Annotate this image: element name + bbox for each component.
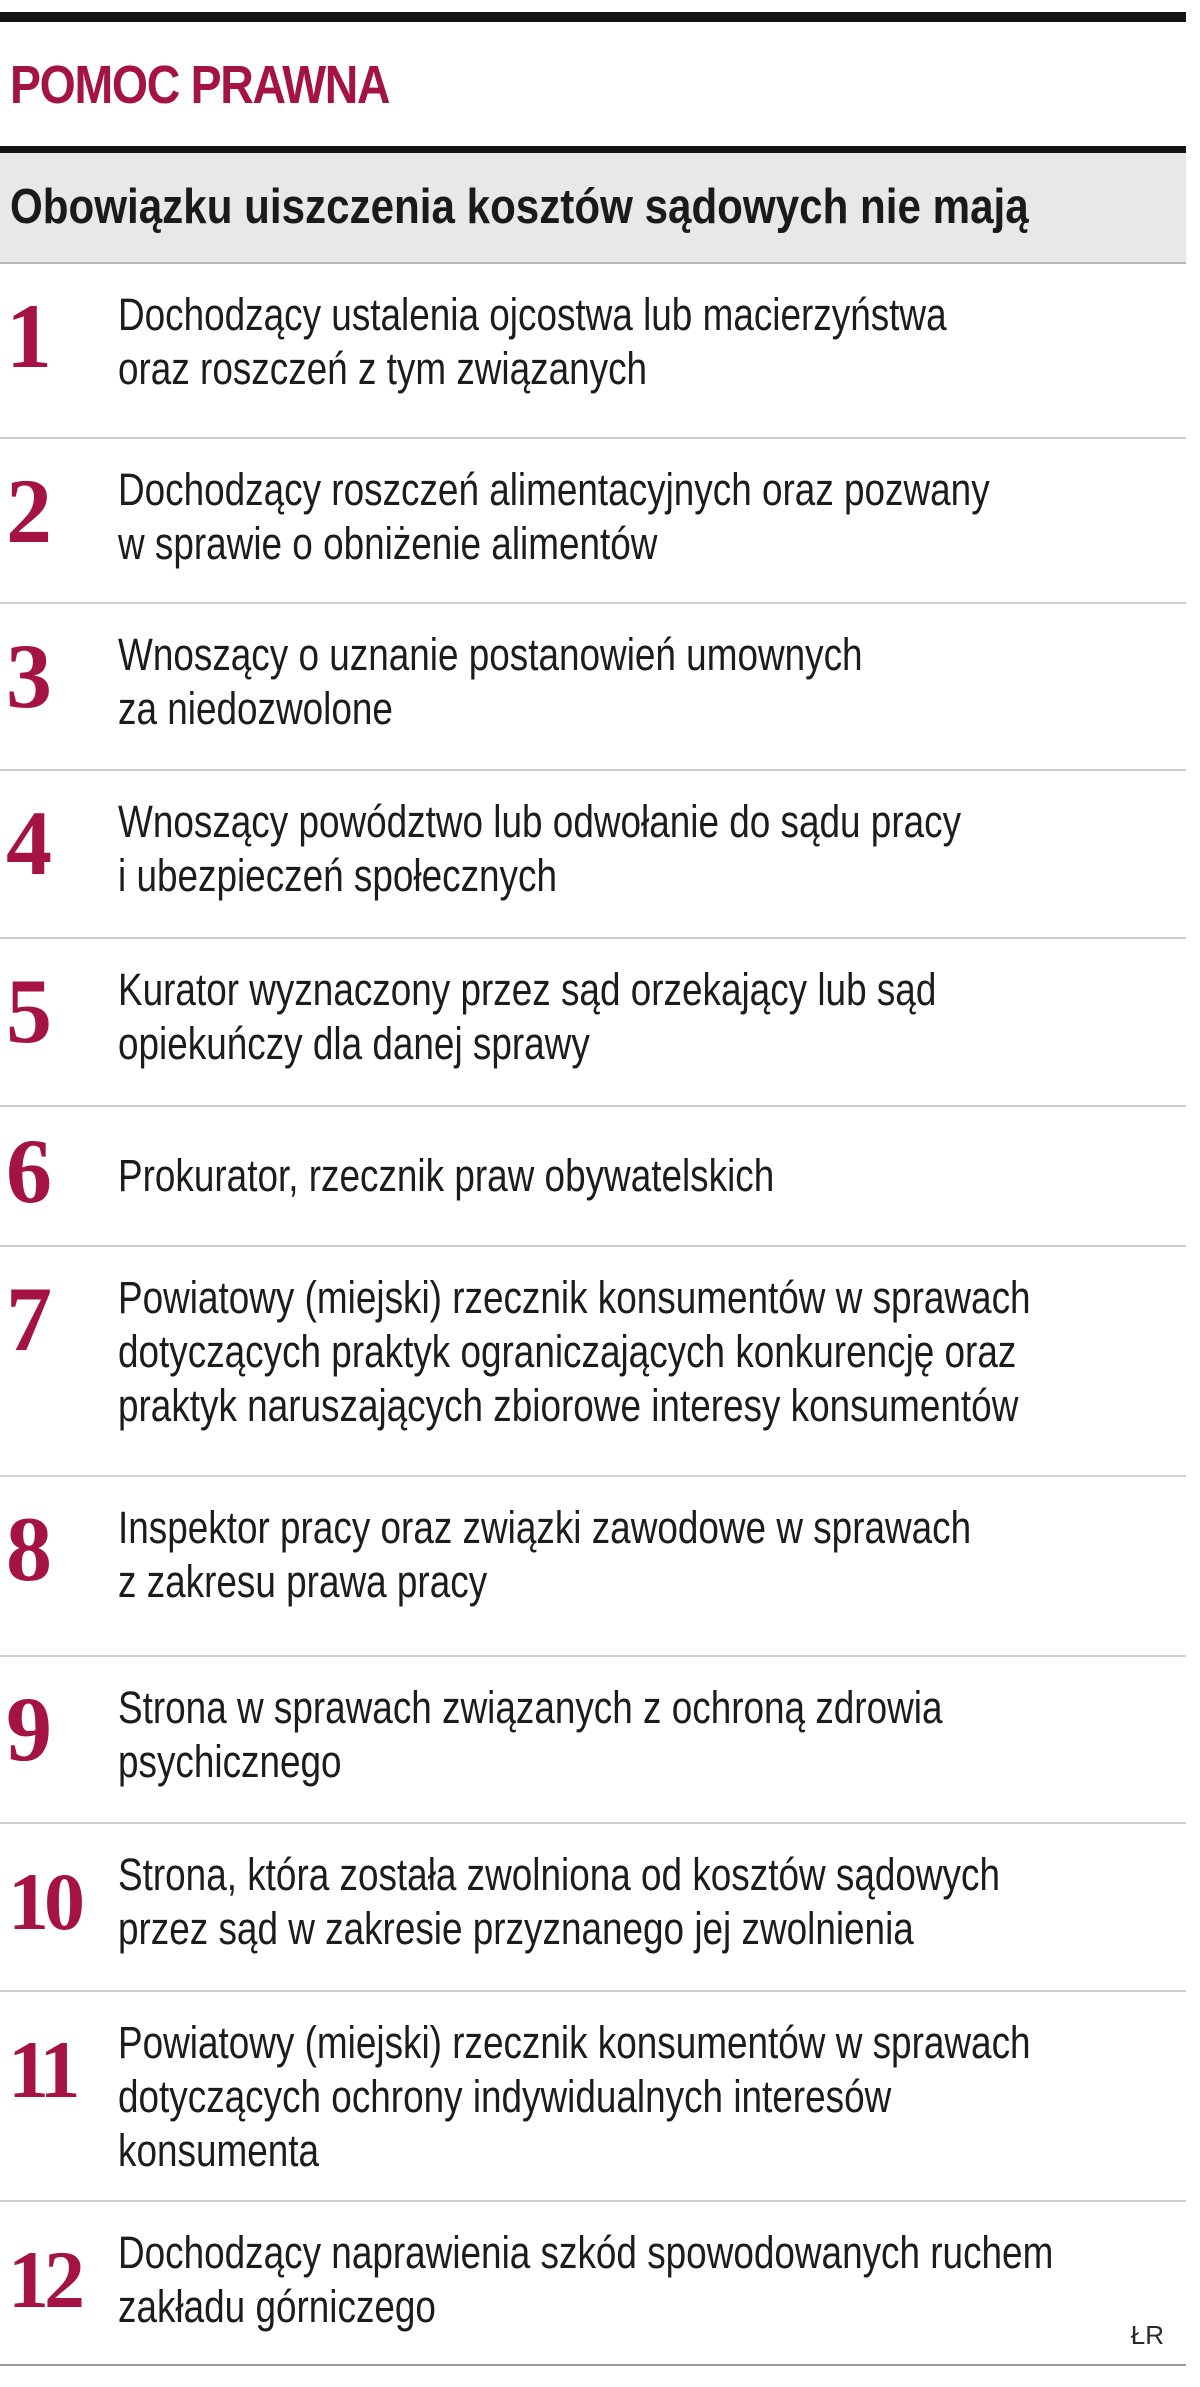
top-rule bbox=[0, 12, 1186, 22]
item-text: Strona, która została zwolniona od kosztów sądowych przez sąd w zakresie przyznanego jej zwolnienia bbox=[118, 1849, 1000, 1954]
item-text: Kurator wyznaczony przez sąd orzekający lub sąd opiekuńczy dla danej sprawy bbox=[118, 964, 937, 1069]
item-text: Powiatowy (miejski) rzecznik konsumentów w sprawach dotyczących praktyk ograniczających konkurencję oraz praktyk naruszających zbiorowe interesy konsumentów bbox=[118, 1272, 1031, 1431]
list-item bbox=[0, 2202, 1186, 2364]
list-item bbox=[0, 1247, 1186, 1477]
item-number: 3 bbox=[6, 625, 46, 727]
item-number: 6 bbox=[6, 1120, 46, 1222]
bottom-rule bbox=[0, 2364, 1186, 2366]
source-credit: ŁR bbox=[1130, 2320, 1164, 2350]
item-number: 9 bbox=[6, 1678, 46, 1780]
list-header: Obowiązku uiszczenia kosztów sądowych nie mają bbox=[10, 180, 1029, 234]
item-text: Dochodzący naprawienia szkód spowodowanych ruchem zakładu górniczego bbox=[118, 2227, 1054, 2332]
list-item bbox=[0, 1107, 1186, 1247]
list-item bbox=[0, 771, 1186, 939]
item-text: Dochodzący roszczeń alimentacyjnych oraz pozwany w sprawie o obniżenie alimentów bbox=[118, 464, 990, 569]
item-text: Dochodzący ustalenia ojcostwa lub macierzyństwa oraz roszczeń z tym związanych bbox=[118, 289, 947, 394]
item-number: 4 bbox=[6, 792, 46, 894]
list-item bbox=[0, 1657, 1186, 1824]
item-number: 12 bbox=[8, 2234, 80, 2325]
header-band bbox=[0, 153, 1186, 264]
item-number: 8 bbox=[6, 1498, 46, 1600]
list-item bbox=[0, 264, 1186, 439]
item-number: 1 bbox=[6, 285, 46, 387]
item-text: Wnoszący powództwo lub odwołanie do sądu pracy i ubezpieczeń społecznych bbox=[118, 796, 962, 901]
item-number: 7 bbox=[6, 1268, 46, 1370]
item-text: Powiatowy (miejski) rzecznik konsumentów w sprawach dotyczących ochrony indywidualnych interesów konsumenta bbox=[118, 2017, 1031, 2176]
list-item bbox=[0, 939, 1186, 1107]
list-item bbox=[0, 604, 1186, 771]
item-number: 10 bbox=[8, 1856, 80, 1947]
list-item bbox=[0, 1824, 1186, 1992]
item-text: Prokurator, rzecznik praw obywatelskich bbox=[118, 1150, 775, 1201]
item-number: 5 bbox=[6, 960, 46, 1062]
list-item bbox=[0, 1992, 1186, 2202]
item-text: Inspektor pracy oraz związki zawodowe w sprawach z zakresu prawa pracy bbox=[118, 1502, 972, 1607]
header-rule bbox=[0, 146, 1186, 153]
item-text: Wnoszący o uznanie postanowień umownych za niedozwolone bbox=[118, 629, 863, 734]
item-number: 2 bbox=[6, 460, 46, 562]
item-text: Strona w sprawach związanych z ochroną zdrowia psychicznego bbox=[118, 1682, 943, 1787]
list-item bbox=[0, 439, 1186, 604]
section-title: POMOC PRAWNA bbox=[10, 55, 390, 115]
list-item bbox=[0, 1477, 1186, 1657]
item-number: 11 bbox=[8, 2024, 76, 2115]
